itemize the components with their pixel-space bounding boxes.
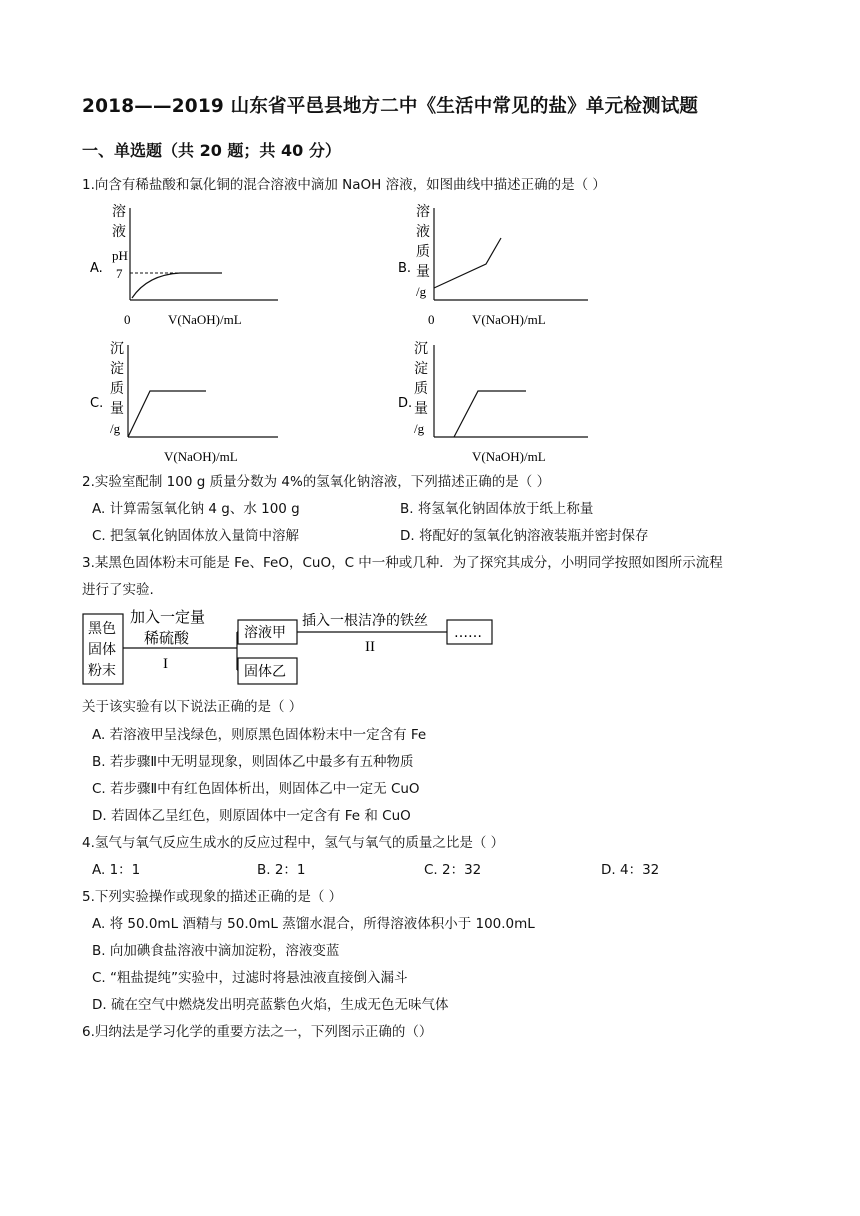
graph-a-option-label: A. [90,261,103,276]
question-3-option-b: B. 若步骤Ⅱ中无明显现象，则固体乙中最多有五种物质 [92,754,414,770]
graph-a [88,200,288,332]
graph-a-ylabel-1: 溶 [112,204,126,220]
question-2-option-d: D. 将配好的氢氧化钠溶液装瓶并密封保存 [400,528,649,544]
question-4-stem: 4.氢气与氧气反应生成水的反应过程中，氢气与氧气的质量之比是（ ） [82,835,505,851]
graph-c-xlabel: V(NaOH)/mL [164,449,238,464]
flow-box-black-powder-line-3: 粉末 [88,663,116,679]
question-3-stem-line-2: 进行了实验. [82,582,154,598]
graph-c-ylabel-1: 沉 [110,341,124,357]
graph-a-curve [132,273,222,298]
graph-b-ylabel-1: 溶 [416,204,430,220]
graph-a-xlabel: V(NaOH)/mL [168,312,242,327]
graph-b-curve [434,238,501,288]
graph-d [396,337,596,469]
graph-c-ylabel-2: 淀 [110,361,124,377]
question-5-option-d: D. 硫在空气中燃烧发出明亮蓝紫色火焰，生成无色无味气体 [92,997,449,1013]
question-3-flowchart [82,606,502,688]
graph-d-ylabel-3: 质 [414,381,428,397]
graph-d-ylabel-4: 量 [414,401,428,417]
flow-step2-action: 插入一根洁净的铁丝 [302,613,428,629]
question-3-stem-line-1: 3.某黑色固体粉末可能是 Fe、FeO，CuO，C 中一种或几种．为了探究其成分，小明同学按照如图所示流程 [82,555,723,571]
graph-b-yunit: /g [416,284,427,299]
question-5-option-c: C. “粗盐提纯”实验中，过滤时将悬浊液直接倒入漏斗 [92,970,408,986]
question-4-option-c: C. 2：32 [424,862,482,878]
question-2-option-b: B. 将氢氧化钠固体放于纸上称量 [400,501,594,517]
section-heading: 一、单选题（共 20 题；共 40 分） [82,141,341,160]
flow-box-solution-label: 溶液甲 [244,625,286,641]
graph-b-ylabel-3: 质 [416,244,430,260]
question-6-stem: 6.归纳法是学习化学的重要方法之一，下列图示正确的（） [82,1024,433,1040]
graph-c-option-label: C. [90,396,104,411]
graph-b [396,200,596,332]
document-title: 2018——2019 山东省平邑县地方二中《生活中常见的盐》单元检测试题 [82,96,699,117]
question-5-option-a: A. 将 50.0mL 酒精与 50.0mL 蒸馏水混合，所得溶液体积小于 100.0mL [92,916,535,932]
graph-a-origin: 0 [124,312,131,327]
graph-b-origin: 0 [428,312,435,327]
graph-c-yunit: /g [110,421,121,436]
graph-c-ylabel-4: 量 [110,401,124,417]
flow-step1-reagent-mid: 稀硫酸 [144,629,190,647]
question-4-option-d: D. 4：32 [601,862,660,878]
question-5-stem: 5.下列实验操作或现象的描述正确的是（ ） [82,889,343,905]
graph-c [88,337,288,469]
graph-d-option-label: D. [398,396,413,411]
flow-step1-number: I [163,656,168,672]
flow-box-end-label: …… [454,625,482,641]
question-2-stem: 2.实验室配制 100 g 质量分数为 4%的氢氧化钠溶液，下列描述正确的是（ ） [82,474,551,490]
question-4-option-a: A. 1：1 [92,862,141,878]
flow-step1-reagent-top: 加入一定量 [130,608,206,626]
flow-box-solid-label: 固体乙 [244,664,286,680]
graph-a-ylabel-2: 液 [112,224,126,240]
graph-d-xlabel: V(NaOH)/mL [472,449,546,464]
graph-b-ylabel-2: 液 [416,224,430,240]
question-3-option-a: A. 若溶液甲呈浅绿色，则原黑色固体粉末中一定含有 Fe [92,727,427,743]
question-4-option-b: B. 2：1 [257,862,306,878]
graph-d-yunit: /g [414,421,425,436]
graph-b-xlabel: V(NaOH)/mL [472,312,546,327]
flow-box-black-powder-line-2: 固体 [88,642,116,658]
question-2-option-c: C. 把氢氧化钠固体放入量筒中溶解 [92,528,300,544]
graph-d-curve [454,391,526,437]
graph-d-ylabel-1: 沉 [414,341,428,357]
flow-box-black-powder-line-1: 黑色 [88,621,116,637]
graph-c-curve [128,391,206,437]
graph-c-ylabel-3: 质 [110,381,124,397]
question-2-option-a: A. 计算需氢氧化钠 4 g、水 100 g [92,501,300,517]
question-3-lead: 关于该实验有以下说法正确的是（ ） [82,699,303,715]
graph-b-option-label: B. [398,261,412,276]
graph-a-yunit: pH [112,248,128,263]
graph-a-tick-7: 7 [116,266,123,281]
question-3-option-d: D. 若固体乙呈红色，则原固体中一定含有 Fe 和 CuO [92,808,411,824]
graph-d-ylabel-2: 淀 [414,361,428,377]
question-1-stem: 1.向含有稀盐酸和氯化铜的混合溶液中滴加 NaOH 溶液，如图曲线中描述正确的是（ ） [82,177,606,193]
question-3-option-c: C. 若步骤Ⅱ中有红色固体析出，则固体乙中一定无 CuO [92,781,420,797]
question-5-option-b: B. 向加碘食盐溶液中滴加淀粉，溶液变蓝 [92,943,340,959]
flow-step2-number: II [365,639,375,655]
graph-b-ylabel-4: 量 [416,264,430,280]
